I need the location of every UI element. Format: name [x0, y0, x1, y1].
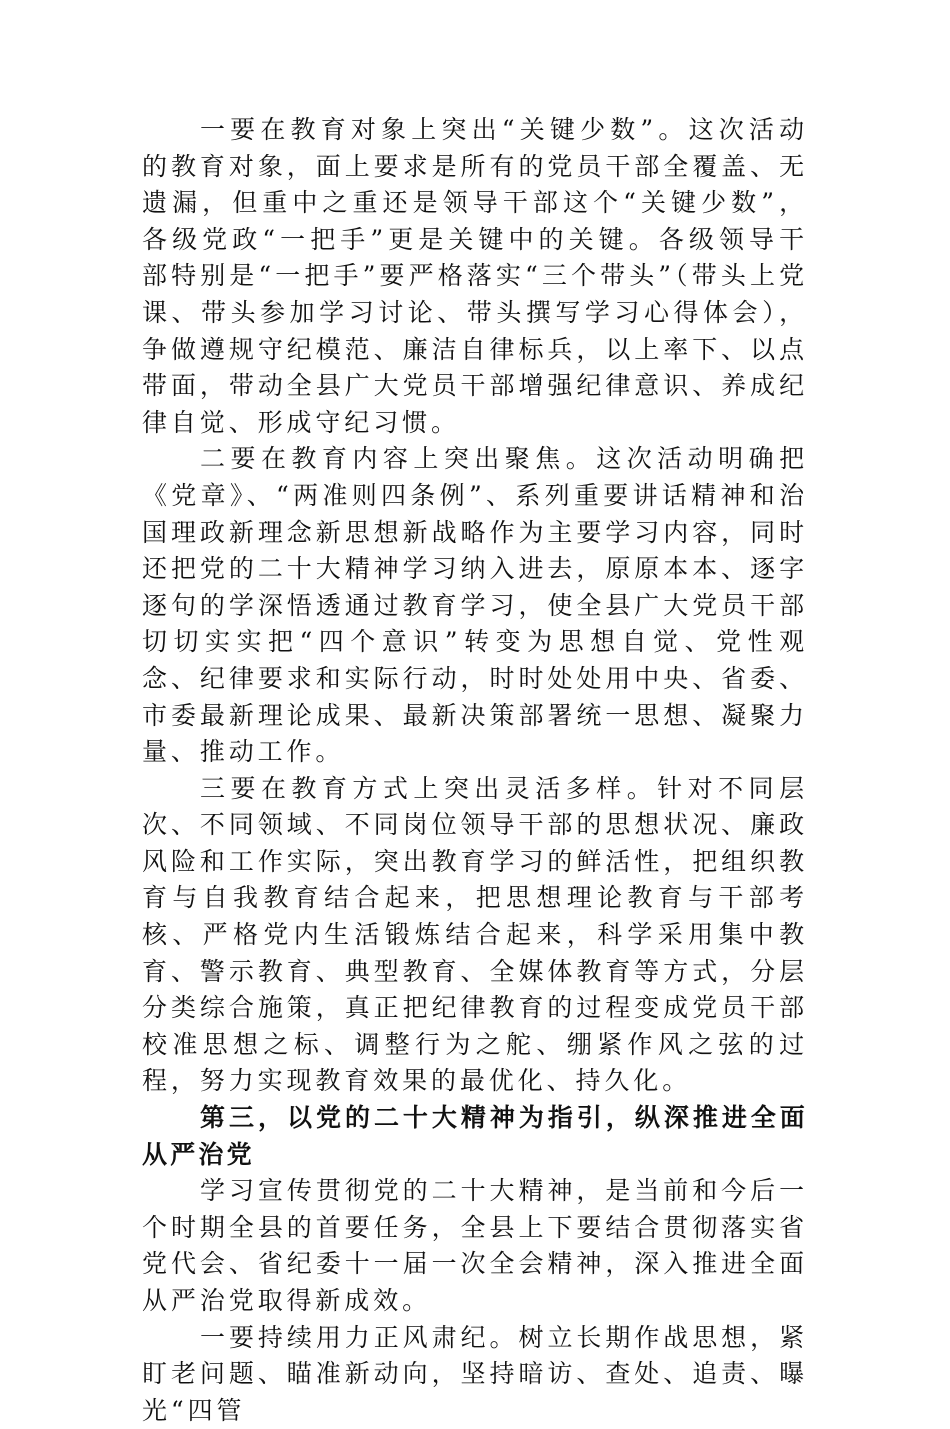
paragraph-discipline: 一要持续用力正风肃纪。树立长期作战思想，紧盯老问题、瞄准新动向，坚持暗访、查处、追责、曝光“四管	[142, 1322, 808, 1425]
paragraph-flexible-methods: 三要在教育方式上突出灵活多样。针对不同层次、不同领域、不同岗位领导干部的思想状况、廉政风险和工作实际，突出教育学习的鲜活性，把组织教育与自我教育结合起来，把思想理论教育与干部考核、严格党内生活锻炼结合起来，科学采用集中教育、警示教育、典型教育、全媒体教育等方式，分层分类综合施策，真正把纪律教育的过程变成党员干部校准思想之标、调整行为之舵、绷紧作风之弦的过程，努力实现教育效果的最优化、持久化。	[142, 773, 808, 1096]
paragraph-key-minority: 一要在教育对象上突出“关键少数”。这次活动的教育对象，面上要求是所有的党员干部全覆盖、无遗漏，但重中之重还是领导干部这个“关键少数”，各级党政“一把手”更是关键中的关键。各级领导干部特别是“一把手”要严格落实“三个带头”（带头上党课、带头参加学习讨论、带头撰写学习心得体会），争做遵规守纪模范、廉洁自律标兵，以上率下、以点带面，带动全县广大党员干部增强纪律意识、养成纪律自觉、形成守纪习惯。	[142, 115, 808, 437]
paragraph-content-focus: 二要在教育内容上突出聚焦。这次活动明确把《党章》、“两准则四条例”、系列重要讲话精神和治国理政新理念新思想新战略作为主要学习内容，同时还把党的二十大精神学习纳入进去，原原本本、逐字逐句的学深悟透通过教育学习，使全县广大党员干部切切实实把“四个意识”转变为思想自觉、党性观念、纪律要求和实际行动，时时处处用中央、省委、市委最新理论成果、最新决策部署统一思想、凝聚力量、推动工作。	[142, 444, 808, 767]
paragraph-section-intro: 学习宣传贯彻党的二十大精神，是当前和今后一个时期全县的首要任务，全县上下要结合贯彻落实省党代会、省纪委十一届一次全会精神，深入推进全面从严治党取得新成效。	[142, 1176, 808, 1315]
document-page	[142, 112, 808, 1429]
section-heading: 第三，以党的二十大精神为指引，纵深推进全面从严治党	[142, 1103, 808, 1169]
